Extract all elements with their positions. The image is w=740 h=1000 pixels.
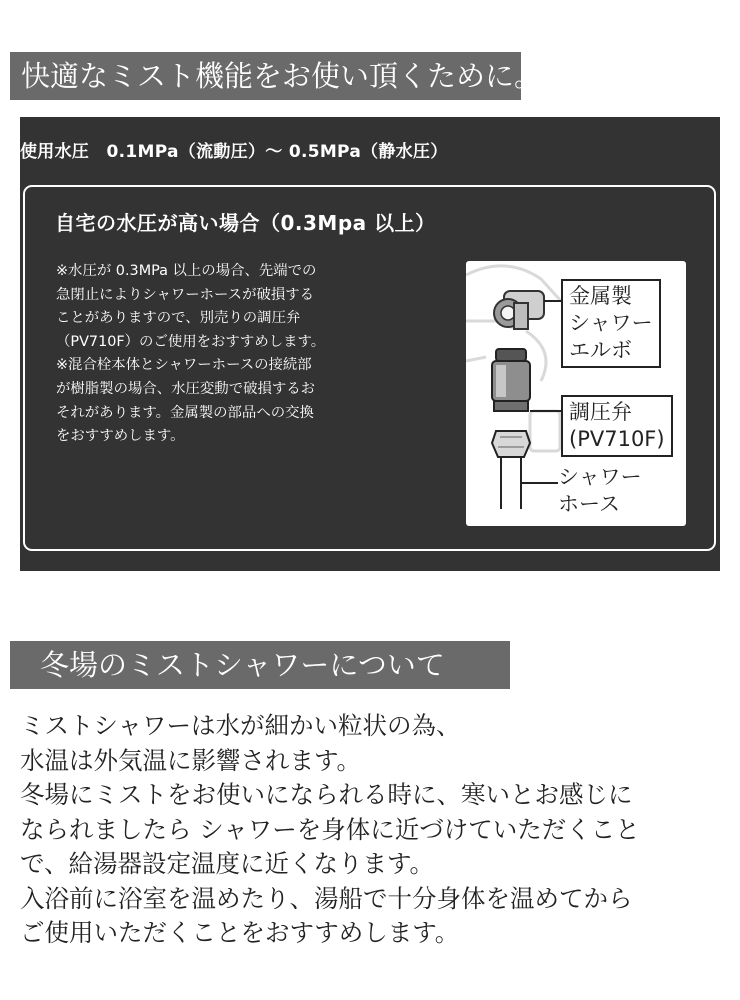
body-line: 水温は外気温に影響されます。 [20,745,362,775]
pressure-valve-label [561,395,673,457]
section-heading-mist-usage: 快適なミスト機能をお使い頂くために。 [10,52,521,100]
valve-label-line: 調圧弁 [569,400,632,424]
parts-diagram [466,261,686,526]
note-line: （PV710F）のご使用をおすすめします。 [56,333,326,350]
note-line: それがあります。金属製の部品への交換 [56,404,314,421]
body-line: 入浴前に浴室を温めたり、湯船で十分身体を温めてから [20,883,633,913]
elbow-label-line: シャワー [569,311,653,335]
note-line: ※混合栓本体とシャワーホースの接続部 [56,357,312,374]
body-line: で、給湯器設定温度に近くなります。 [20,849,435,878]
section-heading-winter-mist: 冬場のミストシャワーについて [10,641,510,689]
shower-hose-icon [501,457,521,509]
hose-nut-icon [492,431,530,457]
note-line: をおすすめします。 [56,428,185,445]
body-line: 冬場にミストをお使いになられる時に、寒いとお感じに [20,780,633,809]
winter-mist-description [20,709,735,951]
note-line: ※水圧が 0.3MPa 以上の場合、先端での [56,263,317,279]
high-pressure-note [56,260,401,449]
hose-label-line: ホース [558,492,620,516]
high-pressure-notice-box [23,185,716,551]
body-line: ご使用いただくことをおすすめします。 [20,918,460,947]
body-line: なられましたら シャワーを身体に近づけていただくこと [20,814,640,844]
metal-elbow-label [561,279,661,368]
pressure-valve-icon [492,349,530,411]
elbow-label-line: 金属製 [569,284,632,308]
water-pressure-panel [20,117,720,571]
note-line: が樹脂製の場合、水圧変動で破損するお [56,380,316,397]
shower-hose-label [558,464,642,518]
high-pressure-title: 自宅の水圧が高い場合（0.3Mpa 以上） [55,211,436,235]
hose-label-line: シャワー [558,465,642,489]
operating-pressure-text: 使用水圧 0.1MPa（流動圧）～ 0.5MPa（静水圧） [20,142,448,162]
valve-label-line: (PV710F) [569,427,665,451]
note-line: ことがありますので、別売りの調圧弁 [56,310,301,327]
elbow-label-line: エルボ [569,338,632,362]
note-line: 急閉止によりシャワーホースが破損する [56,286,315,303]
metal-elbow-icon [494,291,544,329]
body-line: ミストシャワーは水が細かい粒状の為、 [20,711,461,740]
